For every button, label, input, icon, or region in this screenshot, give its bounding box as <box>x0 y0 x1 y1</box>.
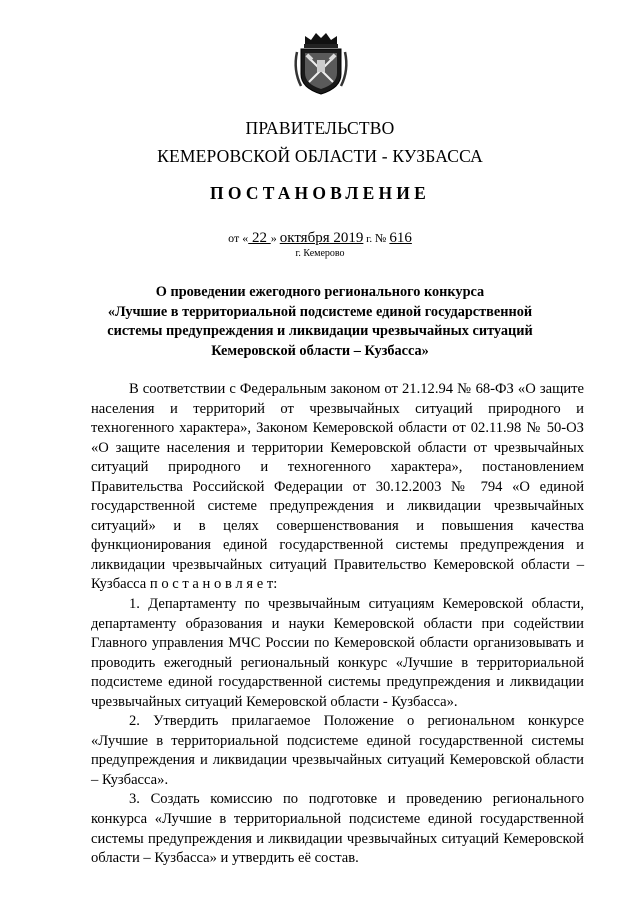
date-year-suffix: г. <box>363 233 375 245</box>
body-paragraph-item-1: 1. Департаменту по чрезвычайным ситуациям Кемеровской области, департаменту образования и науки Кемеровской области при содействии Главного управления МЧС России по Кемеровской области организовывать и проводить ежегодный региональный конкурс «Лучшие в территориальной подсистеме единой государственной системы предупреждения и ликвидации чрезвычайных ситуаций Кемеровской области - Кузбасса». <box>91 596 584 710</box>
government-name-line1: ПРАВИТЕЛЬСТВО <box>245 118 395 138</box>
coat-of-arms-icon <box>291 30 351 96</box>
document-type-heading: ПОСТАНОВЛЕНИЕ <box>210 183 430 203</box>
date-month-year: октября 2019 <box>279 230 364 246</box>
kemerovo-emblem-graphic <box>291 30 351 96</box>
body-paragraph-item-2: 2. Утвердить прилагаемое Положение о региональном конкурсе «Лучшие в территориальной подсистеме единой государственной системы предупреждения и ликвидации чрезвычайных ситуаций Кемеровской области – Кузбасса». <box>91 713 584 788</box>
body-paragraph-preamble: В соответствии с Федеральным законом от 21.12.94 № 68-ФЗ «О защите населения и территорий от чрезвычайных ситуаций природного и техногенного характера», Законом Кемеровской области от 02.11.98 № 50-ОЗ «О защите населения и территории Кемеровской области от чрезвычайных ситуаций природного и техногенного характера», постановлением Правительства Российской Федерации от 30.12.2003 № 794 «О единой государственной системе предупреждения и ликвидации чрезвычайных ситуаций» и в целях совершенствования и повышения качества функционирования единой государственной системы предупреждения и ликвидации чрезвычайных ситуаций Правительство Кемеровской области – Кузбасса п о с т а н о в л я е т: <box>91 381 584 593</box>
title-line: «Лучшие в территориальной подсистеме единой государственной <box>107 303 533 320</box>
date-day: 22 <box>248 230 271 246</box>
title-line: Кемеровской области – Кузбасса» <box>211 342 429 359</box>
document-body <box>91 380 584 869</box>
title-line: системы предупреждения и ликвидации чрезвычайных ситуаций <box>107 323 533 339</box>
date-prefix: от « <box>228 231 249 245</box>
body-paragraph-item-3: 3. Создать комиссию по подготовке и проведению регионального конкурса «Лучшие в территориальной подсистеме единой государственной системы предупреждения и ликвидации чрезвычайных ситуаций Кемеровской области – Кузбасса» и утвердить её состав. <box>91 791 584 867</box>
document-title <box>100 283 540 361</box>
date-mid: » <box>270 231 280 245</box>
number-prefix: № <box>374 231 390 245</box>
document-place: г. Кемерово <box>295 248 345 259</box>
document-number: 616 <box>389 230 412 246</box>
document-dateline <box>0 230 640 247</box>
title-line: О проведении ежегодного регионального конкурса <box>155 284 485 300</box>
government-name-line2: КЕМЕРОВСКОЙ ОБЛАСТИ - КУЗБАССА <box>157 146 483 166</box>
